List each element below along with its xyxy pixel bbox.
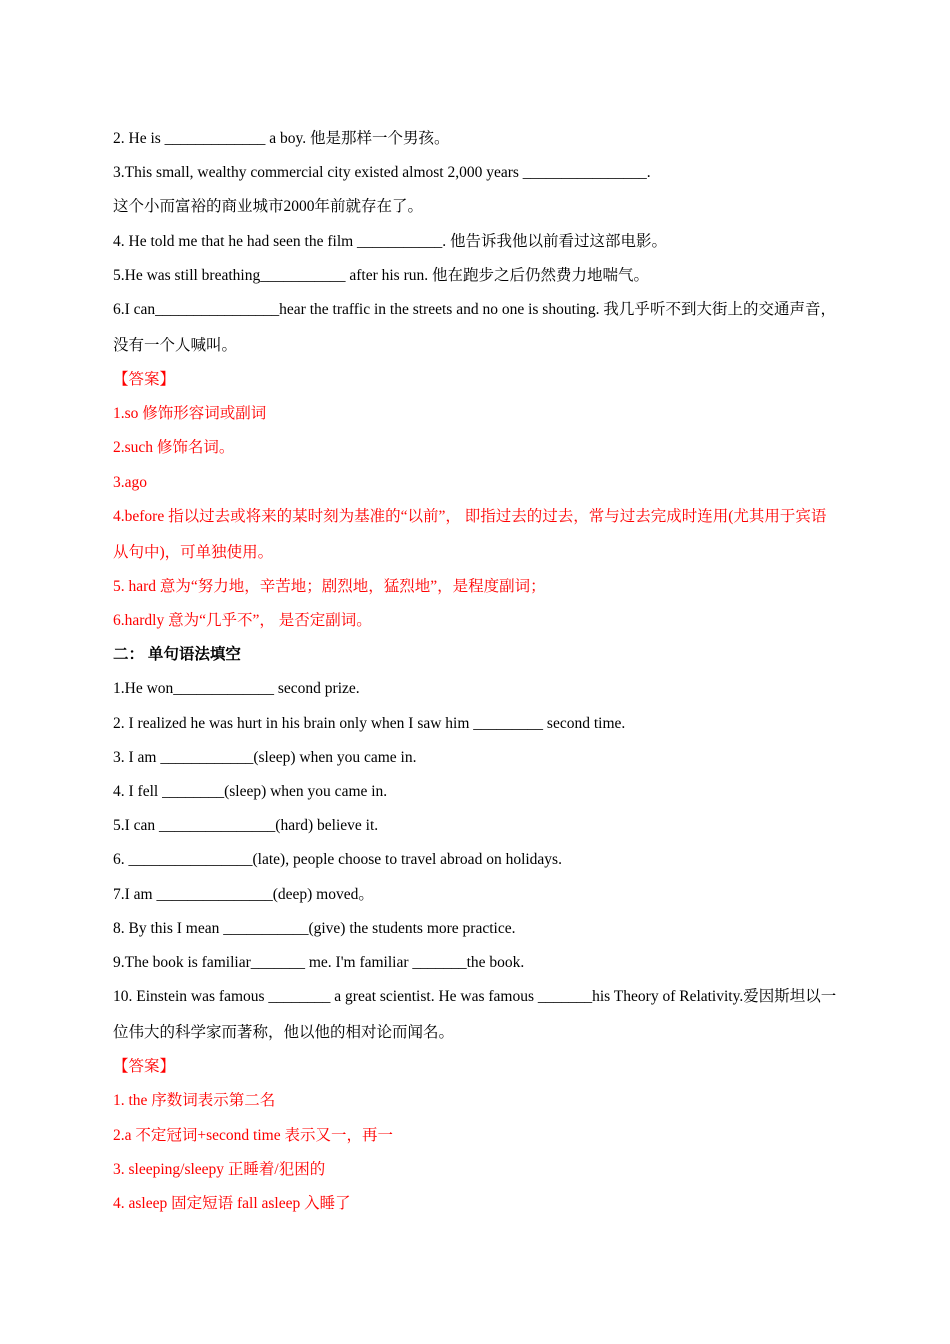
s2-question-10: 10. Einstein was famous ________ a great scientist. He was famous _______his Theory of Relativity.爱因斯坦以一位伟大的科学家而著称，他以他的相对论而闻名。 [113, 988, 837, 1042]
document-page [113, 122, 838, 1221]
question-3-translation: 这个小而富裕的商业城市2000年前就存在了。 [113, 198, 424, 216]
answer-5: 5. hard 意为“努力地，辛苦地；剧烈地，猛烈地”，是程度副词； [113, 577, 546, 595]
answer-6: 6.hardly 意为“几乎不”， 是否定副词。 [113, 612, 372, 630]
question-6: 6.I can________________hear the traffic in the streets and no one is shouting. 我几乎听不到大街上的交通声音，没有一个人喊叫。 [113, 301, 836, 355]
answer-label: 【答案】 [113, 371, 176, 389]
s2-question-9: 9.The book is familiar_______ me. I'm familiar _______the book. [113, 954, 525, 972]
s2-question-3: 3. I am ____________(sleep) when you came in. [113, 748, 417, 766]
answer-1: 1.so 修饰形容词或副词 [113, 405, 267, 423]
s2-answer-1: 1. the 序数词表示第二名 [113, 1092, 276, 1110]
s2-question-7: 7.I am _______________(deep) moved。 [113, 885, 374, 903]
s2-question-4: 4. I fell ________(sleep) when you came in. [113, 783, 388, 801]
s2-answer-4: 4. asleep 固定短语 fall asleep 入睡了 [113, 1195, 351, 1213]
question-3: 3.This small, wealthy commercial city existed almost 2,000 years ________________. [113, 164, 651, 182]
s2-answer-label: 【答案】 [113, 1058, 176, 1076]
s2-question-1: 1.He won_____________ second prize. [113, 680, 360, 698]
s2-question-6: 6. ________________(late), people choose to travel abroad on holidays. [113, 851, 562, 869]
s2-question-8: 8. By this I mean ___________(give) the students more practice. [113, 919, 516, 937]
s2-question-5: 5.I can _______________(hard) believe it. [113, 817, 379, 835]
section-2-title: 二： 单句语法填空 [113, 646, 241, 664]
answer-3: 3.ago [113, 473, 148, 491]
question-5: 5.He was still breathing___________ after his run. 他在跑步之后仍然费力地喘气。 [113, 266, 649, 284]
s2-question-2: 2. I realized he was hurt in his brain only when I saw him _________ second time. [113, 714, 626, 732]
question-2: 2. He is _____________ a boy. 他是那样一个男孩。 [113, 130, 450, 147]
s2-answer-2: 2.a 不定冠词+second time 表示又一，再一 [113, 1126, 393, 1144]
question-4: 4. He told me that he had seen the film ___________. 他告诉我他以前看过这部电影。 [113, 232, 668, 250]
s2-answer-3: 3. sleeping/sleepy 正睡着/犯困的 [113, 1160, 326, 1178]
answer-4: 4.before 指以过去或将来的某时刻为基准的“以前”， 即指过去的过去，常与过去完成时连用(尤其用于宾语从句中)，可单独使用。 [113, 507, 827, 561]
answer-2: 2.such 修饰名词。 [113, 439, 235, 457]
